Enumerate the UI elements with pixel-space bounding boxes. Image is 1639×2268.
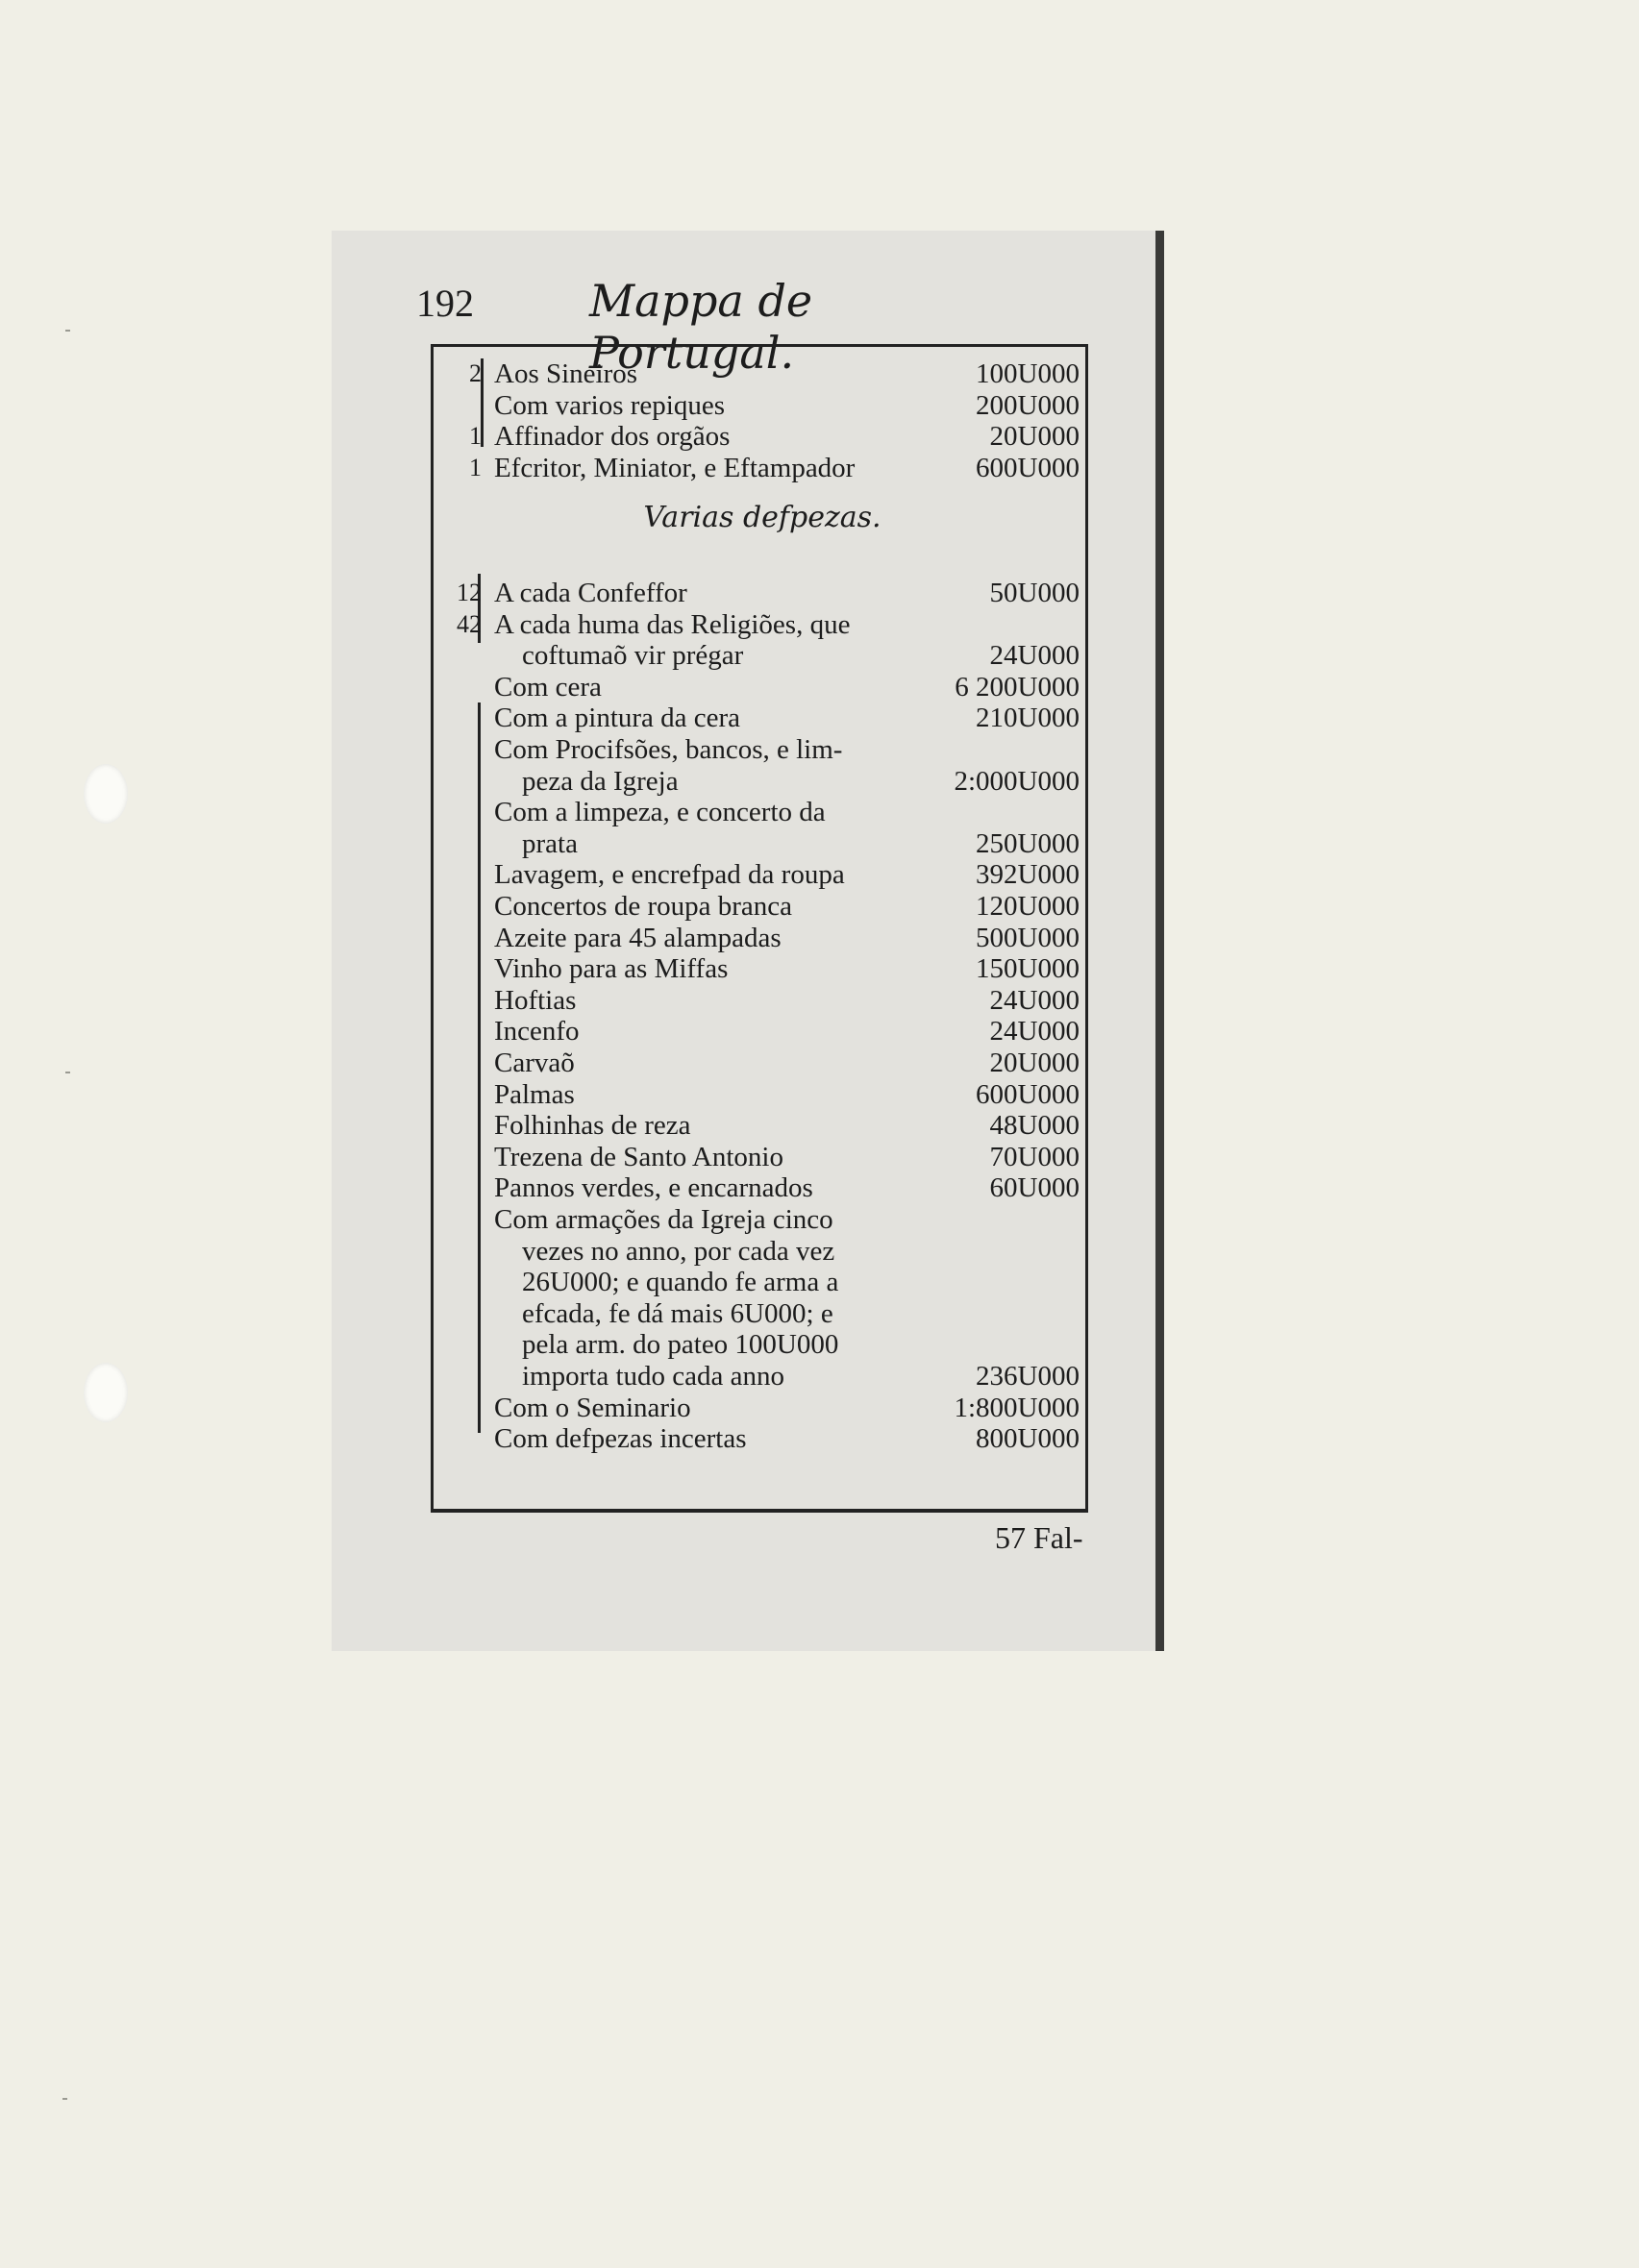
- ledger-row: [434, 358, 1091, 390]
- entry-amount: 210U000: [976, 703, 1080, 734]
- page-photocopy: [332, 231, 1164, 1651]
- entry-count: 42: [457, 609, 482, 638]
- entry-amount: 500U000: [976, 922, 1080, 953]
- entry-amount: 24U000: [989, 1016, 1080, 1048]
- entry-amount: 392U000: [976, 859, 1080, 891]
- ledger-row: [434, 421, 1091, 453]
- entry-amount: 250U000: [976, 827, 1080, 859]
- entry-description-line: prata: [522, 827, 578, 859]
- ledger-row: [434, 1110, 1091, 1142]
- entry-description-line: Carvaõ: [494, 1048, 575, 1078]
- entry-count: 1: [469, 422, 482, 451]
- catchword: 57 Fal-: [995, 1520, 1083, 1555]
- entry-description-line: Hoftias: [494, 984, 577, 1016]
- ledger-row: [434, 578, 1091, 609]
- entry-description-line: Com armações da Igreja cinco: [494, 1204, 833, 1235]
- entry-description-line: Com a pintura da cera: [494, 703, 741, 734]
- entry-description-line: vezes no anno, por cada vez: [522, 1235, 835, 1267]
- ledger-row: [434, 1142, 1091, 1173]
- entry-amount: 20U000: [989, 421, 1080, 453]
- entry-description: Com varios repiques: [494, 389, 726, 421]
- entry-amount: 236U000: [976, 1361, 1080, 1392]
- ledger-row: [434, 1204, 1091, 1393]
- entry-amount: 1:800U000: [954, 1392, 1080, 1423]
- entry-description-line: Pannos verdes, e encarnados: [494, 1172, 813, 1204]
- entry-amount: 600U000: [976, 1078, 1080, 1110]
- entry-description-line: Trezena de Santo Antonio: [494, 1141, 783, 1172]
- ledger-row: [434, 1016, 1091, 1048]
- entry-amount: 6 200U000: [955, 671, 1080, 703]
- entry-amount: 60U000: [989, 1172, 1080, 1204]
- page-title: Mappa de Portugal.: [589, 275, 813, 379]
- entry-amount: 70U000: [989, 1141, 1080, 1172]
- ledger-row: [434, 1079, 1091, 1111]
- ledger-frame: [431, 344, 1088, 1513]
- entry-description-line: Folhinhas de reza: [494, 1110, 691, 1142]
- entry-amount: 600U000: [976, 452, 1080, 483]
- entry-amount: 24U000: [989, 984, 1080, 1016]
- section-title: Varias defpezas.: [643, 501, 882, 534]
- entry-amount: 48U000: [989, 1110, 1080, 1142]
- ledger-row: [434, 453, 1091, 484]
- ledger-row: [434, 1423, 1091, 1455]
- punch-hole-top: [84, 764, 128, 824]
- ledger-row: [434, 1393, 1091, 1424]
- entry-amount: 50U000: [989, 578, 1080, 608]
- ledger-row: [434, 985, 1091, 1017]
- entry-amount: 800U000: [976, 1423, 1080, 1455]
- entry-count: 1: [469, 453, 482, 481]
- entry-description-line: peza da Igreja: [522, 765, 679, 797]
- ledger-row: [434, 1048, 1091, 1079]
- ledger-row: [434, 734, 1091, 797]
- ledger-row: [434, 609, 1091, 672]
- photocopy-edge: [1155, 231, 1164, 1651]
- entry-description-line: Incenfo: [494, 1016, 580, 1048]
- entry-amount: 20U000: [989, 1048, 1080, 1078]
- entry-amount: 24U000: [989, 640, 1080, 672]
- ledger-row: [434, 859, 1091, 891]
- ledger-row: [434, 390, 1091, 422]
- ledger-row: [434, 953, 1091, 985]
- entry-description-line: A cada Confeffor: [494, 578, 687, 608]
- entry-description-line: Com defpezas incertas: [494, 1423, 747, 1455]
- entry-description-line: Vinho para as Miffas: [494, 953, 729, 985]
- ledger-row: [434, 703, 1091, 734]
- entry-amount: 120U000: [976, 891, 1080, 922]
- entry-count: 12: [457, 579, 482, 606]
- entry-amount: 150U000: [976, 953, 1080, 985]
- entry-description-line: Com cera: [494, 671, 602, 703]
- entry-description-line: Lavagem, e encrefpad da roupa: [494, 859, 845, 891]
- entry-description: Affinador dos orgãos: [494, 421, 731, 453]
- ledger-row: [434, 923, 1091, 954]
- ledger-row: [434, 672, 1091, 703]
- entry-description-line: Com Procifsões, bancos, e lim-: [494, 734, 843, 765]
- entry-description-line: coftumaõ vir prégar: [522, 640, 744, 672]
- entry-amount: 200U000: [976, 389, 1080, 421]
- page-number: 192: [416, 282, 474, 325]
- entry-description: Efcritor, Miniator, e Eftampador: [494, 452, 856, 483]
- page-speck: [65, 1072, 70, 1073]
- ledger-row: [434, 891, 1091, 923]
- entry-count: 2: [469, 359, 482, 387]
- page-speck: [65, 330, 70, 332]
- entry-description-line: A cada huma das Religiões, que: [494, 608, 851, 640]
- entry-description-line: efcada, fe dá mais 6U000; e: [522, 1297, 833, 1329]
- entry-description-line: Palmas: [494, 1078, 575, 1110]
- punch-hole-bottom: [84, 1363, 128, 1422]
- entry-description-line: Azeite para 45 alampadas: [494, 922, 782, 953]
- entry-description-line: Com o Seminario: [494, 1392, 691, 1423]
- ledger-row: [434, 797, 1091, 859]
- entry-description-line: 26U000; e quando fe arma a: [522, 1267, 839, 1298]
- entry-description-line: importa tudo cada anno: [522, 1361, 784, 1392]
- entry-description-line: Concertos de roupa branca: [494, 891, 793, 922]
- entry-description-line: pela arm. do pateo 100U000: [522, 1329, 839, 1361]
- page-speck: [62, 2098, 67, 2100]
- entry-amount: 100U000: [976, 358, 1080, 389]
- entry-description: Aos Sineiros: [494, 358, 638, 389]
- ledger-row: [434, 1172, 1091, 1204]
- entry-amount: 2:000U000: [954, 765, 1080, 797]
- entry-description-line: Com a limpeza, e concerto da: [494, 797, 826, 828]
